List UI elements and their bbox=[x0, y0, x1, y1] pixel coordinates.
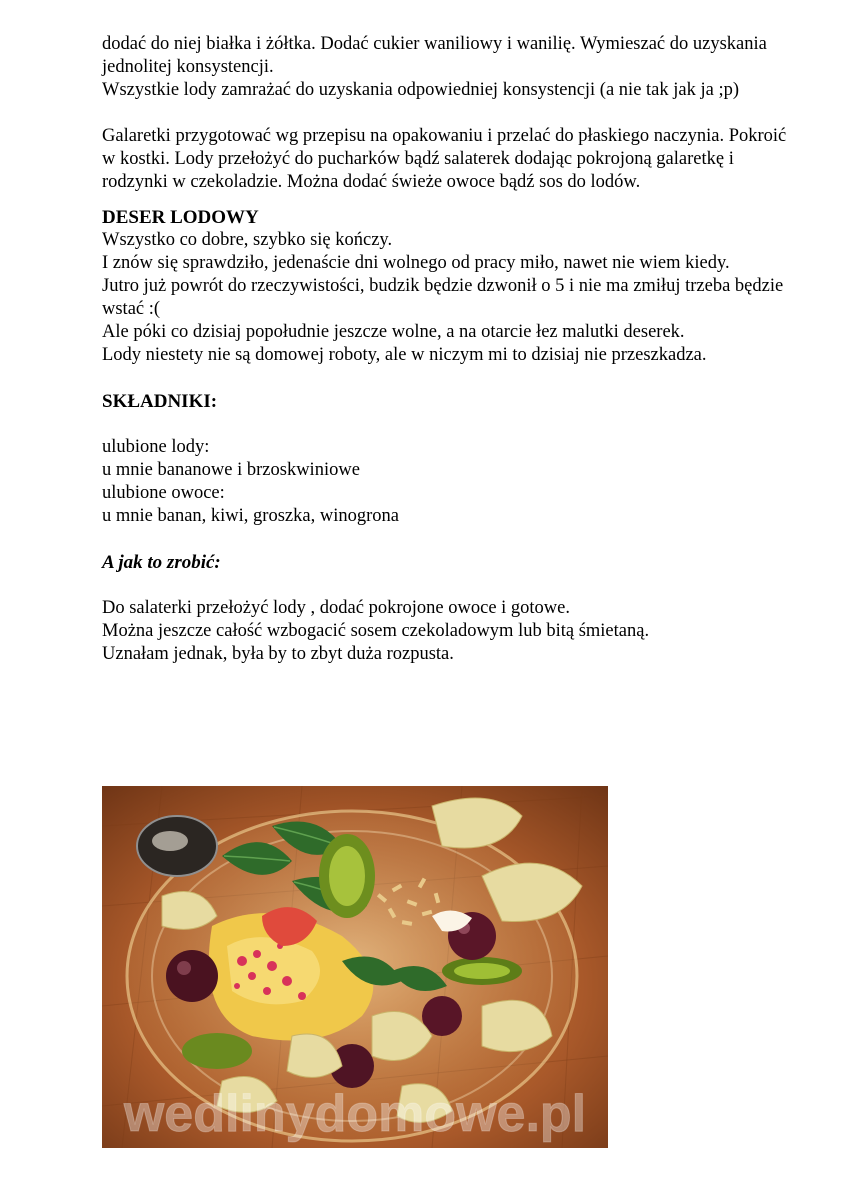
dessert-photo bbox=[102, 786, 608, 1148]
section-title-howto: A jak to zrobić: bbox=[102, 552, 221, 573]
section-title-dessert: DESER LODOWY bbox=[102, 207, 259, 228]
ingredient-item: ulubione owoce: bbox=[102, 483, 225, 503]
dessert-line-3: Jutro już powrót do rzeczywistości, budzik będzie dzwonił o 5 i nie ma zmiłuj trzeba będzie wstać :( bbox=[102, 276, 784, 319]
howto-line-1: Do salaterki przełożyć lody , dodać pokrojone owoce i gotowe. bbox=[102, 598, 571, 618]
dessert-photo-illustration bbox=[102, 786, 608, 1148]
section-title-ingredients: SKŁADNIKI: bbox=[102, 391, 218, 412]
intro-line-1: dodać do niej białka i żółtka. Dodać cukier waniliowy i wanilię. Wymieszać do uzyskania jednolitej konsystencji. bbox=[102, 34, 767, 77]
document-page bbox=[102, 33, 802, 666]
dessert-line-4: Ale póki co dzisiaj popołudnie jeszcze wolne, a na otarcie łez malutki deserek. bbox=[102, 322, 685, 342]
ingredient-item: u mnie bananowe i brzoskwiniowe bbox=[102, 460, 360, 480]
howto-line-3: Uznałam jednak, była by to zbyt duża rozpusta. bbox=[102, 644, 454, 664]
photo-watermark: wedlinydomowe.pl bbox=[123, 1085, 587, 1143]
dessert-line-5: Lody niestety nie są domowej roboty, ale w niczym mi to dzisiaj nie przeszkadza. bbox=[102, 345, 707, 365]
intro-paragraph-2: Galaretki przygotować wg przepisu na opakowaniu i przelać do płaskiego naczynia. Pokroić w kostki. Lody przełożyć do pucharków bądź salaterek dodając pokrojoną galaretkę i rodzynki w czekoladzie. Można dodać świeże owoce bądź sos do lodów. bbox=[102, 126, 787, 192]
ingredient-item: ulubione lody: bbox=[102, 437, 210, 457]
howto-line-2: Można jeszcze całość wzbogacić sosem czekoladowym lub bitą śmietaną. bbox=[102, 621, 650, 641]
dessert-line-1: Wszystko co dobre, szybko się kończy. bbox=[102, 230, 393, 250]
intro-line-2: Wszystkie lody zamrażać do uzyskania odpowiedniej konsystencji (a nie tak jak ja ;p) bbox=[102, 80, 740, 100]
dessert-line-2: I znów się sprawdziło, jedenaście dni wolnego od pracy miło, nawet nie wiem kiedy. bbox=[102, 253, 730, 273]
ingredient-item: u mnie banan, kiwi, groszka, winogrona bbox=[102, 506, 399, 526]
